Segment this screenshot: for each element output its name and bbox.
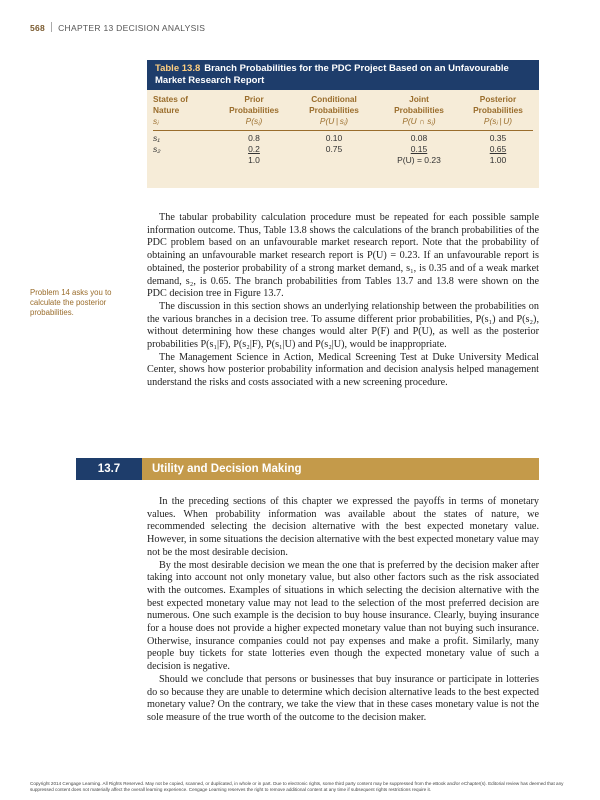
header-conditional: Conditional Probabilities P(U | sⱼ) [309, 94, 359, 126]
paragraph: In the preceding sections of this chapter we expressed the payoffs in terms of monetary values. When probability information was available about the states of nature, we recommended selecting the decision alternative with the best expected monetary value. However, in some situations the decision alternative with the best expected monetary value may not be the most desirable decision. [147, 496, 539, 558]
paragraph: The discussion in this section shows an underlying relationship between the probabilities on the various branches in a decision tree. To assume different prior probabilities, P(s₁) and P(s₂), without determining how these changes would alter P(F) and P(U), as well as the posterior probabilities P(s₁|F), P(s₂|F), P(s₁|U) and P(s₂|U), would be inappropriate. [147, 300, 539, 351]
copyright-footer: Copyright 2014 Cengage Learning. All Rights Reserved. May not be copied, scanned, or duplicated, in whole or in part. Due to electronic rights, some third party content may be suppressed from the eBook and/or eChapter(s). Editorial review has deemed that any suppressed content does not materially affect the overall learning experience. Cengage Learning reserves the right to remove additional content at any time if subsequent rights restrictions require it. [30, 781, 564, 792]
body-text-bottom [147, 496, 539, 725]
table-totals-row: 1.0 P(U) = 0.23 1.00 [248, 155, 507, 165]
section-number: 13.7 [76, 458, 142, 480]
table-caption [147, 60, 539, 90]
header-prior: Prior Probabilities P(sⱼ) [229, 94, 279, 126]
table-label: Table 13.8 [155, 63, 201, 74]
table-header-row [147, 90, 539, 127]
section-heading [76, 458, 539, 480]
section-title: Utility and Decision Making [152, 463, 302, 475]
header-joint: Joint Probabilities P(U ∩ sⱼ) [394, 94, 444, 126]
margin-note: Problem 14 asks you to calculate the posterior probabilities. [30, 288, 112, 317]
table-row: s₁ 0.8 0.10 0.08 0.35 [153, 133, 507, 143]
probability-table [147, 60, 539, 188]
table-rule [153, 130, 533, 131]
body-text-top [147, 212, 539, 390]
paragraph: Should we conclude that persons or businesses that buy insurance or participate in lotteries do so because they are unable to determine which decision alternative leads to the best expected monetary value? On the contrary, we take the view that in these cases monetary value is not the sole measure of the true worth of the outcome to the decision maker. [147, 673, 539, 723]
header-posterior: Posterior Probabilities P(sⱼ | U) [473, 94, 523, 126]
paragraph: The tabular probability calculation procedure must be repeated for each possible sample information outcome. Thus, Table 13.8 shows the calculations of the branch probabilities of the PDC problem based on an unfavourable market research report. Note that the probability of obtaining an unfavourable market research report is P(U) = 0.23. If an unfavourable report is obtained, the posterior probability of a strong market demand, s₁, is 0.35 and of a weak market demand, s₂, is 0.65. The branch probabilities from Tables 13.7 and 13.8 were shown on the PDC decision tree in Figure 13.7. [147, 212, 539, 300]
table-row: s₂ 0.2 0.75 0.15 0.65 [153, 144, 507, 154]
paragraph: The Management Science in Action, Medical Screening Test at Duke University Medical Center, shows how posterior probability information and decision analysis helped management understand the risks and costs associated with a new screening procedure. [147, 351, 539, 389]
header-divider [51, 22, 52, 32]
header-states: States of Nature sⱼ [153, 94, 189, 126]
table-title: Branch Probabilities for the PDC Project Based on an Unfavourable Market Research Report [155, 63, 509, 86]
paragraph: By the most desirable decision we mean the one that is preferred by the decision maker after taking into account not only monetary value, but also other factors such as the risk associated with the outcomes. Examples of situations in which selecting the decision alternative with the best expected monetary value may not lead to the selection of the most preferred decision are numerous. One such example is the decision to buy house insurance. Clearly, buying insurance for a house does not provide a higher expected monetary value than not buying such insurance. Otherwise, insurance companies could not pay expenses and make a profit. Similarly, many people buy tickets for state lotteries even though the expected monetary value of such a decision is negative. [147, 559, 539, 673]
chapter-title: CHAPTER 13 DECISION ANALYSIS [58, 23, 206, 33]
running-header [30, 22, 205, 33]
page-number: 568 [30, 23, 46, 33]
